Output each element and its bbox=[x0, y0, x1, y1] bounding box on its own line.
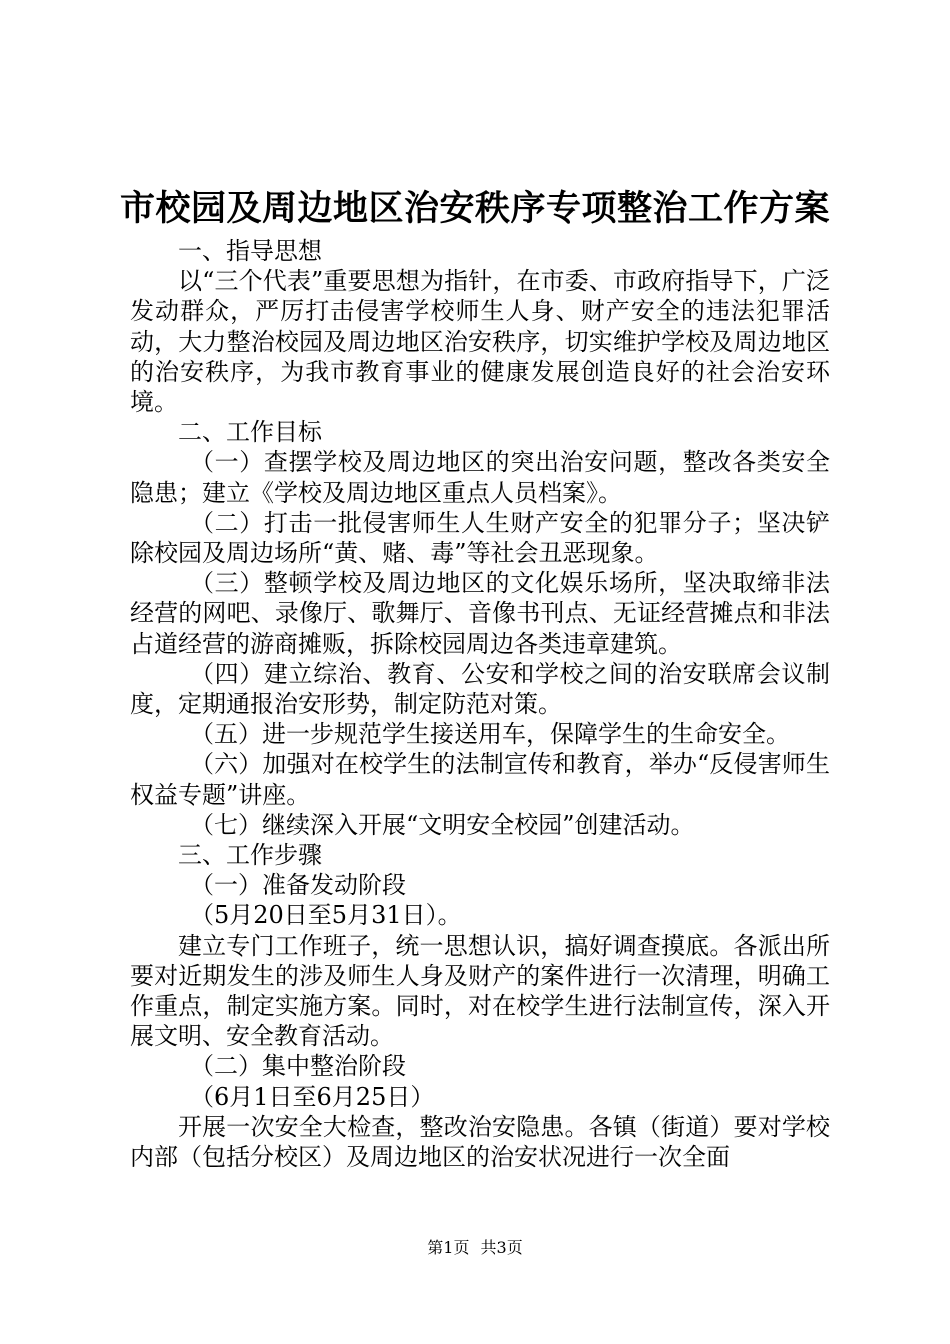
paragraph: 一、指导思想 bbox=[178, 237, 322, 265]
document-body bbox=[130, 236, 830, 1172]
paragraph: （四）建立综治、教育、公安和学校之间的治安联席会议制度，定期通报治安形势，制定防范对策。 bbox=[130, 659, 830, 719]
paragraph: （二）集中整治阶段 bbox=[190, 1052, 406, 1081]
paragraph: 建立专门工作班子，统一思想认识，搞好调查摸底。各派出所要对近期发生的涉及师生人身及财产的案件进行一次清理，明确工作重点，制定实施方案。同时，对在校学生进行法制宣传，深入开展文明、安全教育活动。 bbox=[130, 931, 830, 1051]
paragraph: （三）整顿学校及周边地区的文化娱乐场所，坚决取缔非法经营的网吧、录像厅、歌舞厅、音像书刊点、无证经营摊点和非法占道经营的游商摊贩，拆除校园周边各类违章建筑。 bbox=[130, 569, 830, 658]
page-number-total: 共3页 bbox=[480, 1238, 523, 1257]
page-number-current: 第1页 bbox=[427, 1238, 470, 1257]
page-title: 市校园及周边地区治安秩序专项整治工作方案 bbox=[119, 188, 830, 229]
paragraph: （一）准备发动阶段 bbox=[190, 871, 406, 900]
paragraph: （六）加强对在校学生的法制宣传和教育，举办“反侵害师生权益专题”讲座。 bbox=[130, 750, 830, 809]
paragraph: 二、工作目标 bbox=[178, 418, 322, 447]
paragraph: （二）打击一批侵害师生人生财产安全的犯罪分子；坚决铲除校园及周边场所“黄、赌、毒”等社会丑恶现象。 bbox=[130, 508, 830, 568]
paragraph: （五）进一步规范学生接送用车，保障学生的生命安全。 bbox=[190, 720, 790, 749]
paragraph: 开展一次安全大检查，整改治安隐患。各镇（街道）要对学校内部（包括分校区）及周边地区的治安状况进行一次全面 bbox=[130, 1112, 830, 1172]
paragraph: （5月20日至5月31日）。 bbox=[190, 901, 462, 930]
paragraph: （一）查摆学校及周边地区的突出治安问题，整改各类安全隐患；建立《学校及周边地区重点人员档案》。 bbox=[130, 448, 830, 507]
page-footer bbox=[0, 1238, 950, 1258]
paragraph: （6月1日至6月25日） bbox=[190, 1082, 435, 1111]
paragraph: 以“三个代表”重要思想为指针，在市委、市政府指导下，广泛发动群众，严厉打击侵害学校师生人身、财产安全的违法犯罪活动，大力整治校园及周边地区治安秩序，切实维护学校及周边地区的治安秩序，为我市教育事业的健康发展创造良好的社会治安环境。 bbox=[130, 267, 830, 417]
paragraph: （七）继续深入开展“文明安全校园”创建活动。 bbox=[190, 810, 695, 839]
paragraph: 三、工作步骤 bbox=[178, 841, 322, 870]
